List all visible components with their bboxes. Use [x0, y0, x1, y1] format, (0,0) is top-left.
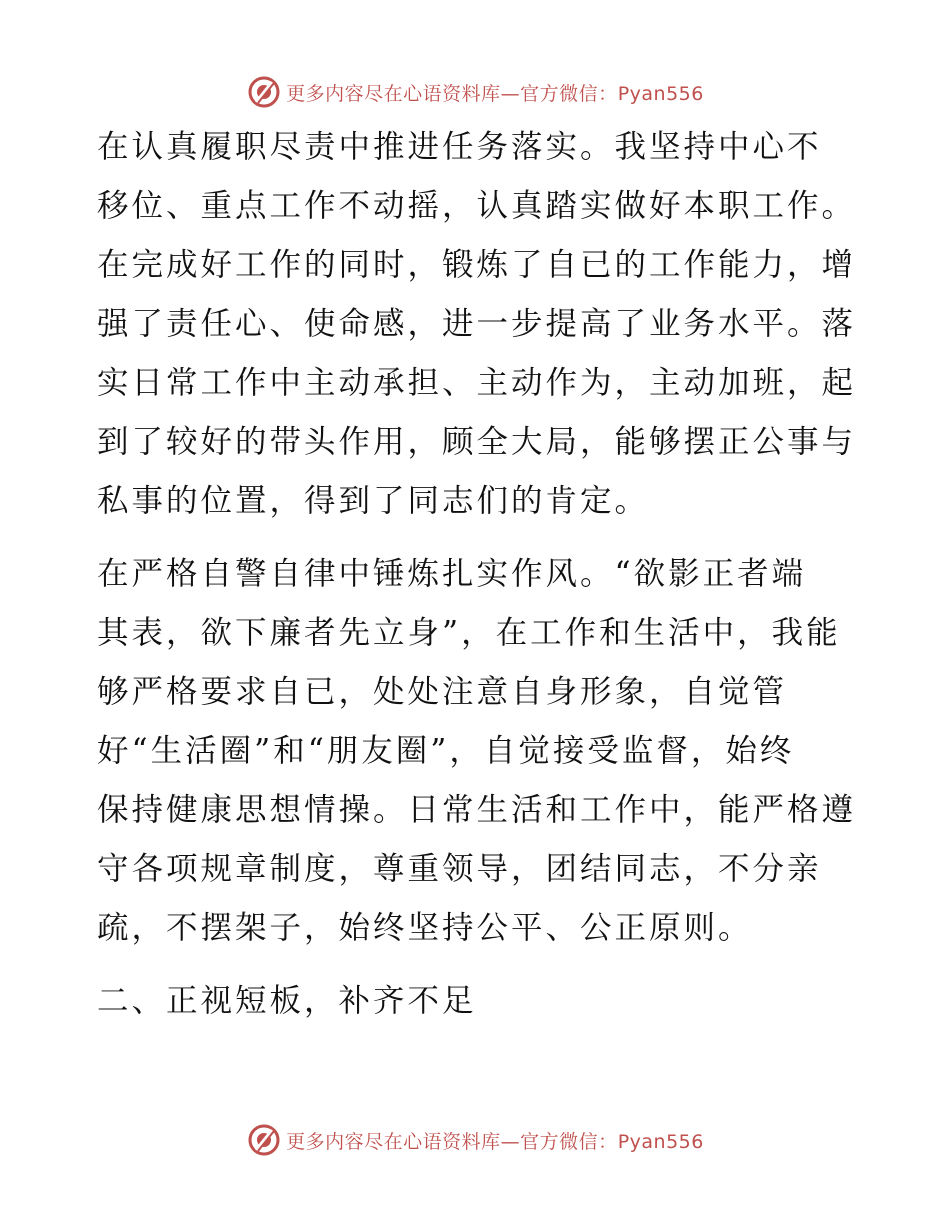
banner-wechat-id: Pyan556	[617, 1130, 704, 1153]
text-line: 在认真履职尽责中推进任务落实。我坚持中心不	[97, 129, 822, 165]
banner-title: 更多内容尽在心语资料库	[286, 1130, 501, 1153]
text-line: 私事的位置，得到了同志们的肯定。	[97, 483, 650, 519]
logo-icon	[246, 1122, 282, 1158]
text-line: 守各项规章制度，尊重领导，团结同志，不分亲	[97, 851, 822, 887]
banner-text	[286, 1127, 704, 1154]
section-heading	[97, 972, 853, 1031]
paragraph-1	[97, 118, 857, 531]
footer-banner	[0, 1120, 950, 1160]
banner-title: 更多内容尽在心语资料库	[286, 82, 501, 105]
banner-text	[286, 79, 704, 106]
banner-separator: —	[500, 82, 521, 105]
document-body	[97, 118, 857, 1031]
text-line: 够严格要求自已，处处注意自身形象，自觉管	[97, 674, 788, 710]
paragraph-2	[97, 545, 857, 958]
text-line: 在完成好工作的同时，锻炼了自已的工作能力，增	[97, 247, 857, 283]
heading-text: 二、正视短板，补齐不足	[97, 983, 477, 1019]
text-line: 疏，不摆架子，始终坚持公平、公正原则。	[97, 910, 753, 946]
text-line: 到了较好的带头作用，顾全大局，能够摆正公事与	[97, 424, 857, 460]
logo-icon	[246, 74, 282, 110]
banner-wechat-id: Pyan556	[617, 82, 704, 105]
text-line: 好“生活圈”和“朋友圈”，自觉接受监督，始终	[97, 733, 795, 769]
text-line: 保持健康思想情操。日常生活和工作中，能严格遵	[97, 792, 857, 828]
text-line: 移位、重点工作不动摇，认真踏实做好本职工作。	[97, 188, 857, 224]
banner-separator: —	[500, 1130, 521, 1153]
text-line: 强了责任心、使命感，进一步提高了业务水平。落	[97, 306, 857, 342]
text-line: 实日常工作中主动承担、主动作为，主动加班，起	[97, 365, 857, 401]
text-line: 其表，欲下廉者先立身”，在工作和生活中，我能	[97, 615, 841, 651]
text-line: 在严格自警自律中锤炼扎实作风。“欲影正者端	[97, 556, 807, 592]
banner-wechat-label: 官方微信：	[520, 1130, 618, 1153]
banner-wechat-label: 官方微信：	[520, 82, 618, 105]
header-banner	[0, 72, 950, 112]
